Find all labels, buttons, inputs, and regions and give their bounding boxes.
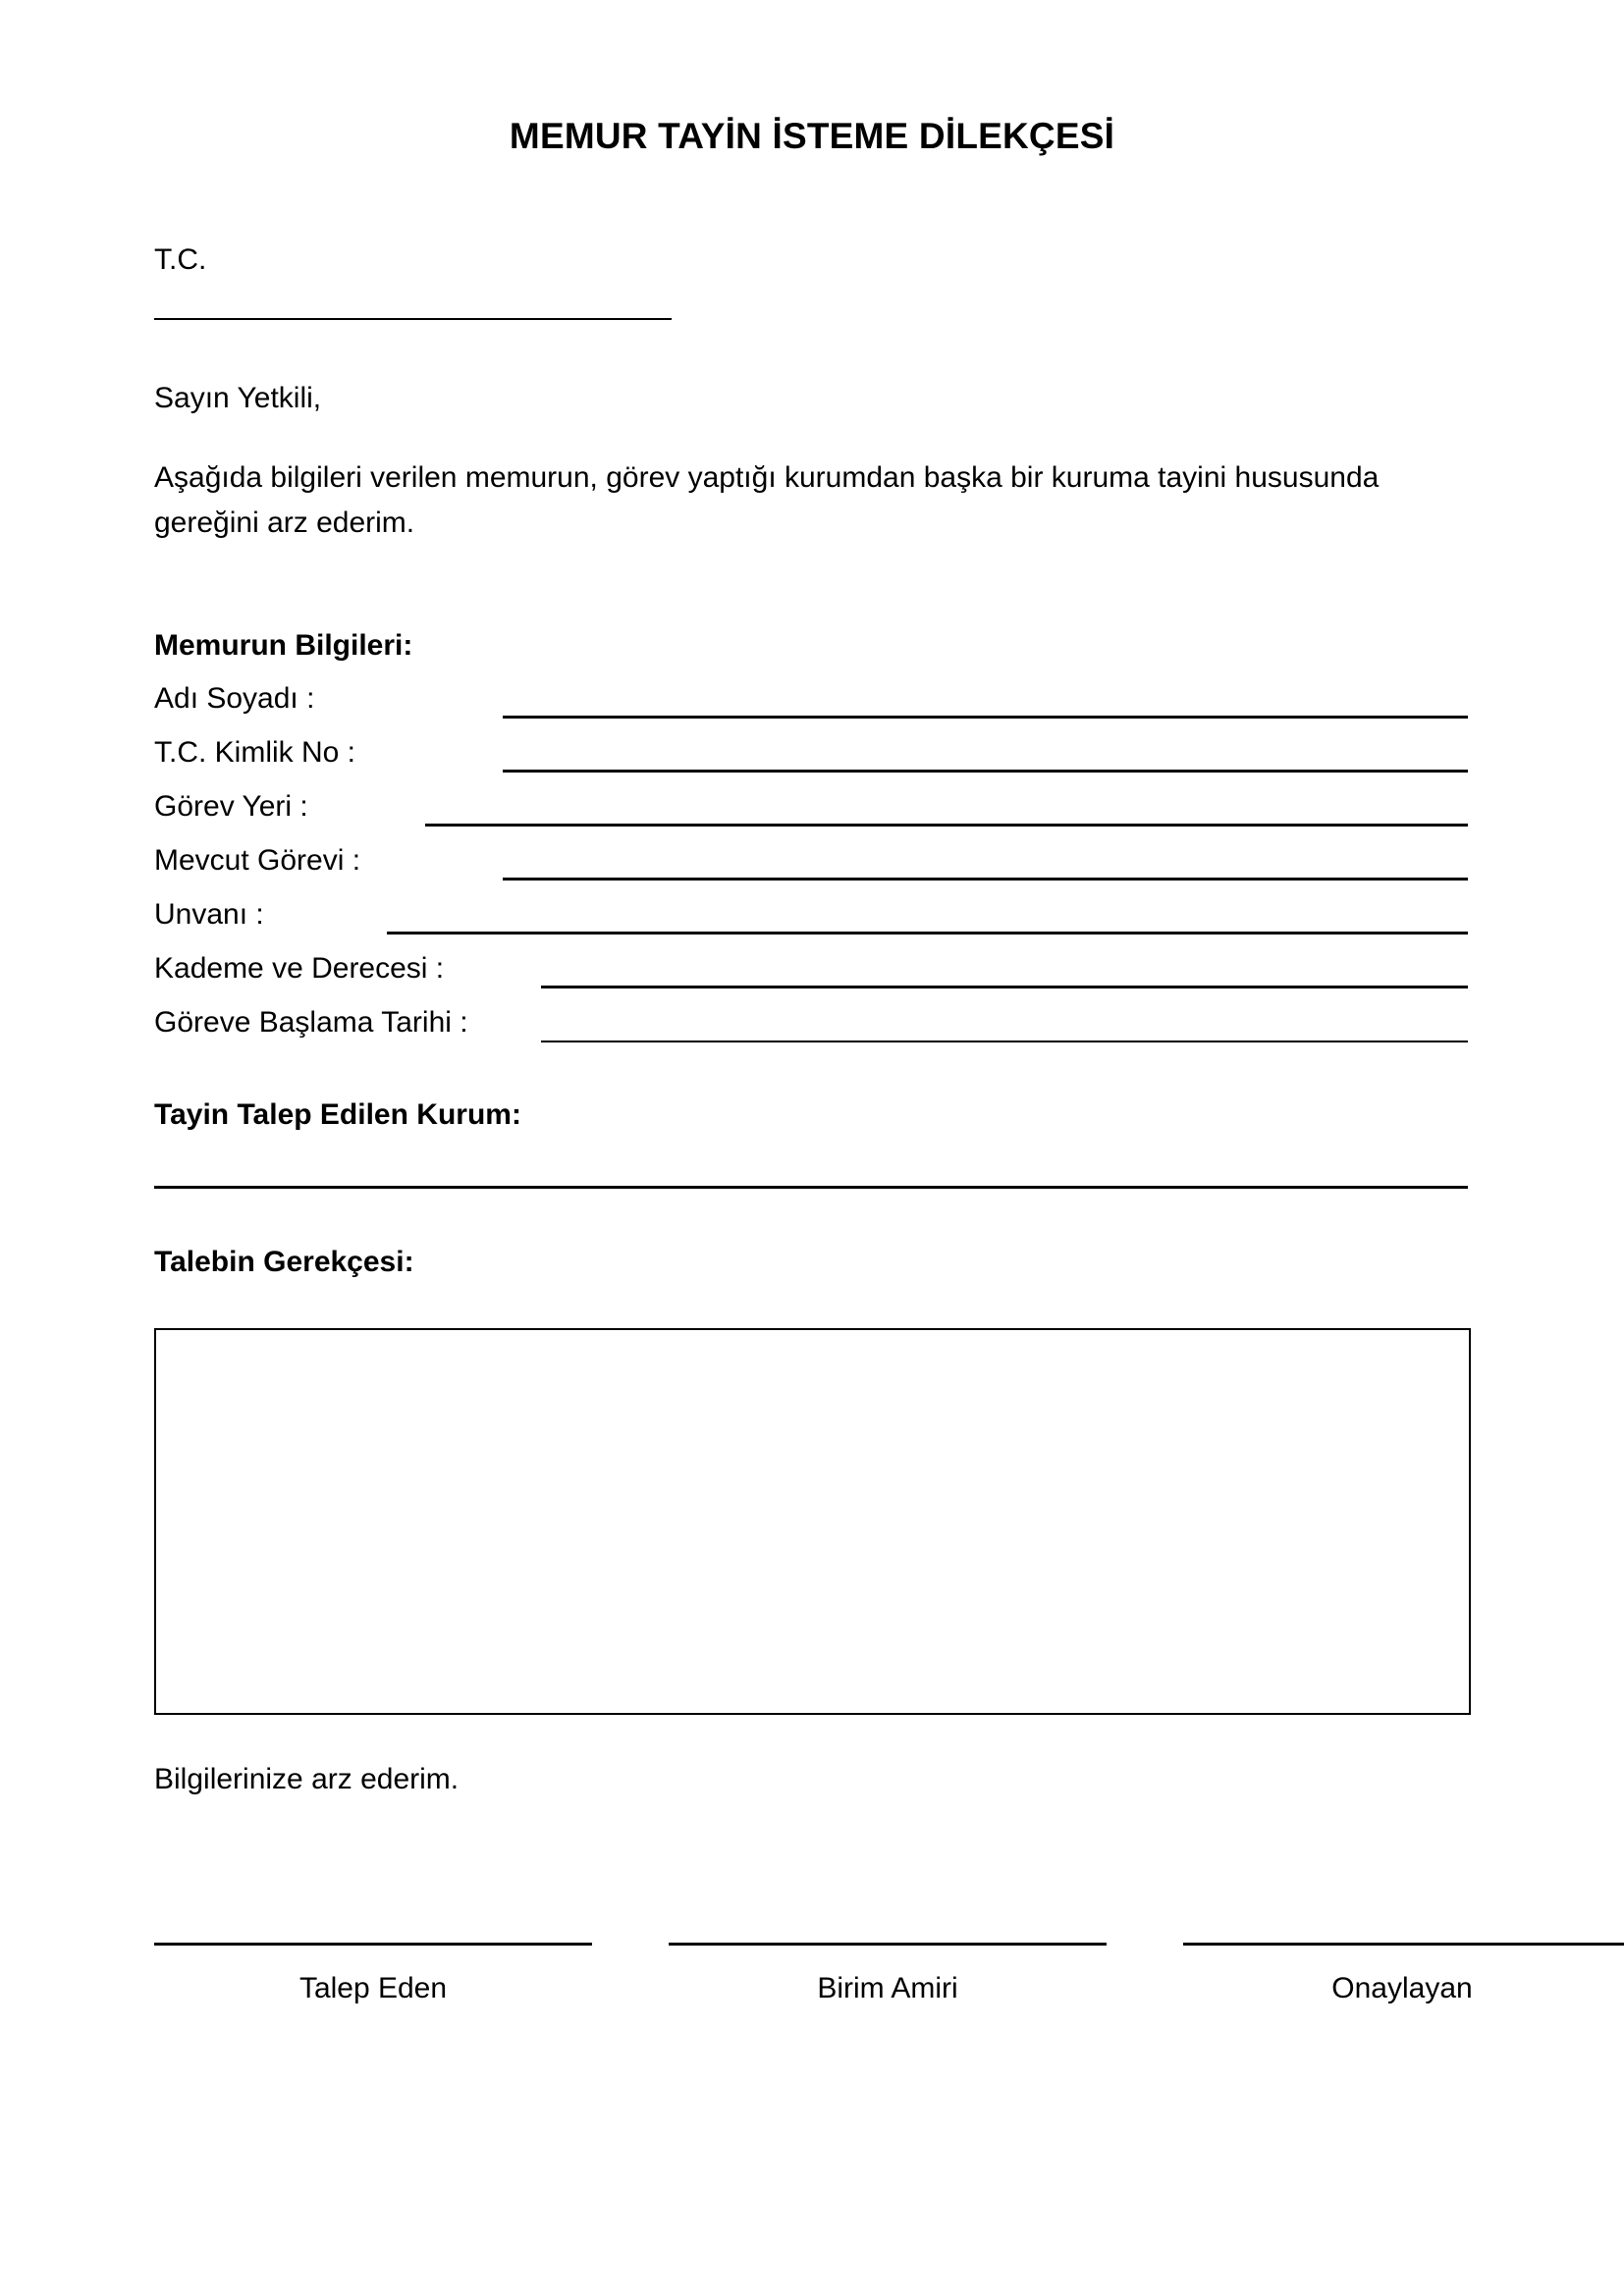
signature-label-requester: Talep Eden	[298, 1972, 448, 2004]
field-line-grade-degree[interactable]	[541, 986, 1468, 988]
section-requested-institution-title: Tayin Talep Edilen Kurum:	[154, 1098, 521, 1131]
field-label-name: Adı Soyadı :	[154, 682, 315, 715]
field-label-duty-place: Görev Yeri :	[154, 790, 308, 823]
field-label-start-date: Göreve Başlama Tarihi :	[154, 1006, 468, 1039]
recipient-prefix: T.C.	[154, 243, 207, 276]
closing-text: Bilgilerinize arz ederim.	[154, 1763, 460, 1795]
field-line-duty-place[interactable]	[425, 824, 1468, 827]
field-line-tc-id[interactable]	[503, 770, 1468, 773]
field-line-current-duty[interactable]	[503, 878, 1468, 881]
signature-line-requester[interactable]	[154, 1943, 592, 1946]
intro-paragraph: Aşağıda bilgileri verilen memurun, görev yaptığı kurumdan başka bir kuruma tayini hususunda gereğini arz ederim.	[154, 461, 1380, 539]
field-label-tc-id: T.C. Kimlik No :	[154, 736, 356, 769]
section-reason-title: Talebin Gerekçesi:	[154, 1246, 414, 1278]
field-line-start-date[interactable]	[541, 1041, 1468, 1042]
field-label-title: Unvanı :	[154, 898, 264, 931]
field-line-title[interactable]	[387, 932, 1468, 934]
field-label-grade-degree: Kademe ve Derecesi :	[154, 952, 445, 985]
recipient-institution-line[interactable]	[154, 318, 672, 320]
page-title: MEMUR TAYİN İSTEME DİLEKÇESİ	[509, 116, 1115, 156]
signature-label-unit-manager: Birim Amiri	[817, 1972, 958, 2004]
signature-line-unit-manager[interactable]	[669, 1943, 1107, 1946]
field-label-current-duty: Mevcut Görevi :	[154, 844, 361, 877]
section-officer-info-title: Memurun Bilgileri:	[154, 629, 413, 662]
signature-line-approver[interactable]	[1183, 1943, 1624, 1946]
salutation: Sayın Yetkili,	[154, 382, 322, 414]
requested-institution-line[interactable]	[154, 1186, 1468, 1189]
signature-label-approver: Onaylayan	[1331, 1972, 1473, 2004]
reason-textarea[interactable]	[154, 1328, 1471, 1715]
field-line-name[interactable]	[503, 716, 1468, 719]
